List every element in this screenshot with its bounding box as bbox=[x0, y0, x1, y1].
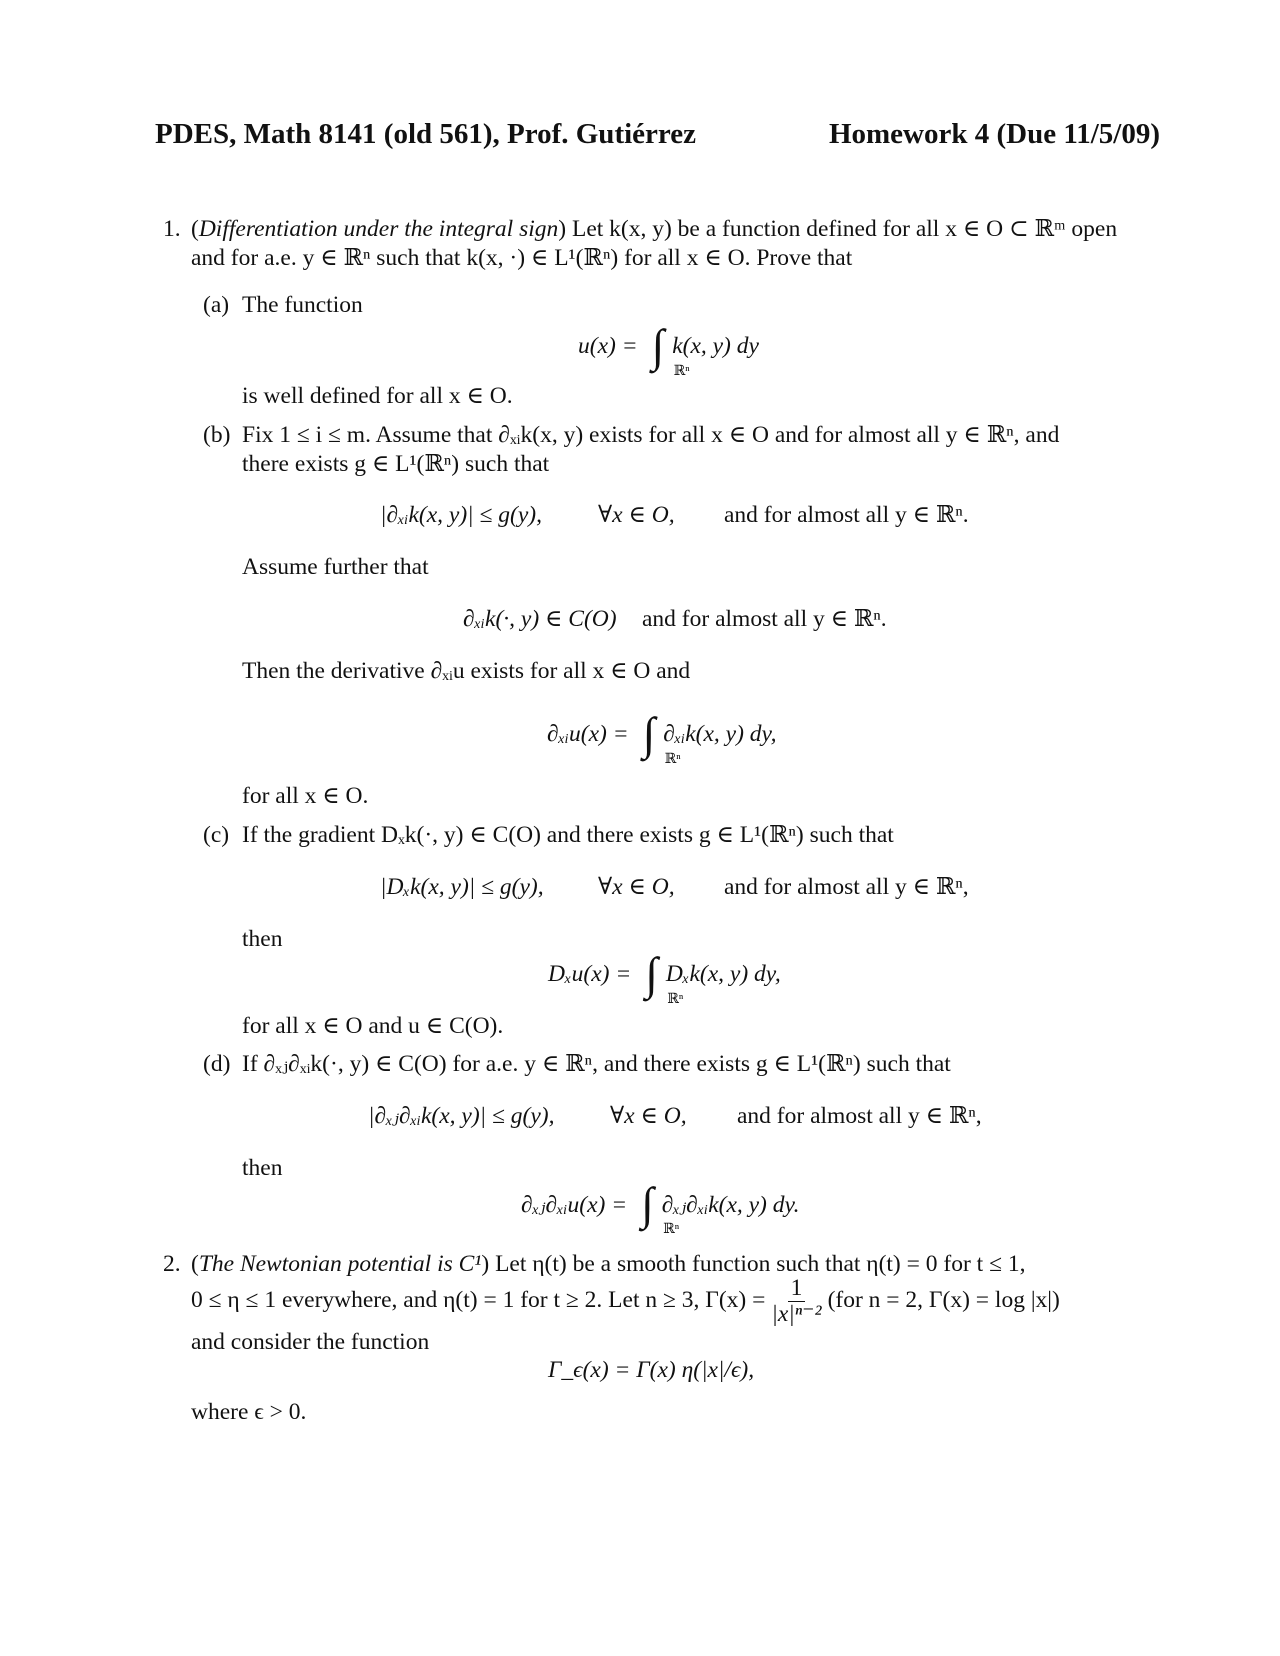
homework-title: Homework 4 (Due 11/5/09) bbox=[828, 118, 1160, 150]
part-b-text3: Assume further that bbox=[242, 554, 429, 580]
eq-lhs: Dₓu(x) = bbox=[548, 960, 632, 987]
part-b-text4: Then the derivative ∂ₓᵢu exists for all x ∈ O and bbox=[242, 658, 691, 684]
problem-1-title: Differentiation under the integral sign bbox=[198, 216, 559, 242]
eq-lhs: ∂ₓⱼ∂ₓᵢu(x) = bbox=[521, 1191, 628, 1218]
part-c-text1: If the gradient Dₓk(·, y) ∈ C(O) and there exists g ∈ L¹(ℝⁿ) such that bbox=[242, 822, 894, 848]
eq-lhs: u(x) = bbox=[578, 332, 638, 359]
integral-sign: ∫ ℝⁿ bbox=[645, 948, 684, 1007]
part-b-continuity-tail: and for almost all y ∈ ℝⁿ. bbox=[642, 606, 887, 632]
problem-2-line1-tail: Let η(t) be a smooth function such that η(t) = 0 for t ≤ 1, bbox=[489, 1251, 1026, 1277]
gamma-fraction bbox=[771, 1276, 821, 1326]
problem-2-title: The Newtonian potential is C¹ bbox=[198, 1251, 482, 1277]
part-c-text2: then bbox=[242, 926, 283, 952]
part-b-text5: for all x ∈ O. bbox=[242, 783, 369, 809]
part-b-label: (b) bbox=[203, 422, 231, 448]
part-b-almost-all: and for almost all y ∈ ℝⁿ. bbox=[724, 502, 969, 528]
part-c-ineq: |Dₓk(x, y)| ≤ g(y), bbox=[380, 874, 544, 900]
problem-2-line2 bbox=[191, 1276, 1060, 1326]
integral-sign: ∫ ℝⁿ bbox=[651, 320, 690, 379]
eq-rhs: Dₓk(x, y) dy, bbox=[665, 960, 781, 987]
problem-2-line1: (The Newtonian potential is C¹) Let η(t) be a smooth function such that η(t) = 0 for t ≤ 1, bbox=[191, 1251, 1026, 1277]
page-header bbox=[155, 118, 1160, 151]
integral-sign: ∫ ℝⁿ bbox=[642, 708, 681, 767]
integral-sign: ∫ ℝⁿ bbox=[641, 1178, 680, 1237]
part-d-text1: If ∂ₓⱼ∂ₓᵢk(·, y) ∈ C(O) for a.e. y ∈ ℝⁿ, and there exists g ∈ L¹(ℝⁿ) such that bbox=[242, 1051, 951, 1077]
problem-2-number: 2. bbox=[163, 1251, 181, 1277]
eq-rhs: k(x, y) dy bbox=[672, 332, 759, 359]
part-a-label: (a) bbox=[203, 292, 230, 318]
part-b-text1: Fix 1 ≤ i ≤ m. Assume that ∂ₓᵢk(x, y) exists for all x ∈ O and for almost all y ∈ ℝⁿ, and bbox=[242, 422, 1060, 448]
problem-2-line2-a: 0 ≤ η ≤ 1 everywhere, and η(t) = 1 for t ≥ 2. Let n ≥ 3, Γ(x) = bbox=[191, 1287, 766, 1314]
part-b-ineq: |∂ₓᵢk(x, y)| ≤ g(y), bbox=[380, 502, 542, 528]
part-d-equation bbox=[521, 1176, 800, 1237]
problem-1-intro-line2: and for a.e. y ∈ ℝⁿ such that k(x, ·) ∈ L¹(ℝⁿ) for all x ∈ O. Prove that bbox=[191, 245, 853, 271]
part-c-forall: ∀x ∈ O, bbox=[598, 874, 675, 900]
part-c-text3: for all x ∈ O and u ∈ C(O). bbox=[242, 1013, 504, 1039]
problem-2-line4: where ϵ > 0. bbox=[191, 1399, 307, 1425]
problem-1-intro-tail: Let k(x, y) be a function defined for all x ∈ O ⊂ ℝᵐ open bbox=[566, 216, 1118, 242]
problem-2-line2-b: (for n = 2, Γ(x) = log |x|) bbox=[827, 1287, 1060, 1314]
part-d-ineq: |∂ₓⱼ∂ₓᵢk(x, y)| ≤ g(y), bbox=[368, 1103, 555, 1129]
part-a-text1: The function bbox=[242, 292, 363, 318]
problem-2-equation: Γ_ϵ(x) = Γ(x) η(|x|/ϵ), bbox=[548, 1357, 755, 1383]
problem-1-number: 1. bbox=[163, 216, 181, 242]
problem-1-intro-line1: (Differentiation under the integral sign) Let k(x, y) be a function defined for all x ∈ O ⊂ ℝᵐ open bbox=[191, 216, 1118, 242]
part-c-label: (c) bbox=[203, 822, 230, 848]
fraction-denominator: |x|ⁿ⁻² bbox=[771, 1300, 822, 1327]
eq-lhs: ∂ₓᵢu(x) = bbox=[547, 720, 629, 747]
eq-rhs: ∂ₓⱼ∂ₓᵢk(x, y) dy. bbox=[661, 1191, 800, 1218]
part-b-continuity: ∂ₓᵢk(·, y) ∈ C(O) bbox=[463, 606, 617, 632]
part-c-equation bbox=[548, 946, 781, 1007]
problem-2-line3: and consider the function bbox=[191, 1329, 430, 1355]
part-d-almost-all: and for almost all y ∈ ℝⁿ, bbox=[737, 1103, 982, 1129]
part-b-text2: there exists g ∈ L¹(ℝⁿ) such that bbox=[242, 451, 550, 477]
part-b-forall: ∀x ∈ O, bbox=[598, 502, 675, 528]
part-b-equation bbox=[547, 706, 777, 767]
part-a-text2: is well defined for all x ∈ O. bbox=[242, 383, 513, 409]
part-c-almost-all: and for almost all y ∈ ℝⁿ, bbox=[724, 874, 969, 900]
fraction-numerator: 1 bbox=[788, 1276, 806, 1302]
part-a-equation bbox=[578, 318, 759, 379]
eq-rhs: ∂ₓᵢk(x, y) dy, bbox=[663, 720, 777, 747]
part-d-forall: ∀x ∈ O, bbox=[610, 1103, 687, 1129]
part-d-label: (d) bbox=[203, 1051, 231, 1077]
course-title: PDES, Math 8141 (old 561), Prof. Gutiérrez bbox=[155, 118, 696, 150]
part-d-text2: then bbox=[242, 1155, 283, 1181]
